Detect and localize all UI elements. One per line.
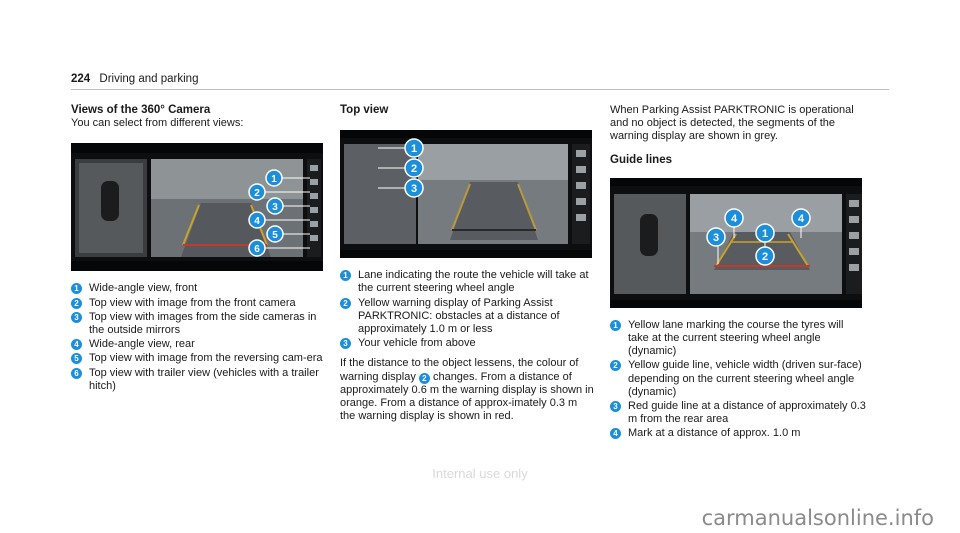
column-views	[71, 104, 323, 394]
list-item: 1 Wide-angle view, front	[71, 282, 323, 295]
header-divider	[71, 89, 889, 90]
list-item: 1 Lane indicating the route the vehicle will take at the current steering wheel angle	[340, 269, 594, 295]
page-number: 224	[71, 73, 91, 85]
list-item: 4 Mark at a distance of approx. 1.0 m	[610, 427, 866, 440]
callout-1: 1	[410, 143, 418, 156]
list-item: 3 Top view with images from the side cameras in the outside mirrors	[71, 311, 323, 337]
list-item: 3 Red guide line at a distance of approximately 0.3 m from the rear area	[610, 400, 866, 426]
list-item: 6 Top view with trailer view (vehicles with a trailer hitch)	[71, 367, 323, 393]
callout-2: 2	[254, 188, 260, 200]
guide-lines-heading: Guide lines	[610, 153, 672, 166]
callout-2: 2	[410, 163, 418, 176]
guide-lines-image	[610, 178, 862, 308]
top-view-illustration	[340, 130, 592, 258]
list-item: 2 Top view with image from the front camera	[71, 297, 323, 310]
callout-1: 1	[271, 174, 277, 186]
parktronic-paragraph: When Parking Assist PARKTRONIC is operational and no object is detected, the segments of the warning display are shown in grey.	[610, 104, 854, 143]
guide-lines-illustration	[610, 178, 862, 308]
callout-4: 4	[254, 216, 260, 228]
top-view-image	[340, 130, 592, 258]
list-item: 1 Yellow lane marking the course the tyres will take at the current steering wheel angle (dynamic)	[610, 319, 866, 359]
callout-6: 6	[254, 244, 260, 256]
camera-views-image	[71, 143, 323, 271]
callout-3: 3	[410, 183, 418, 196]
top-view-heading: Top view	[340, 104, 389, 116]
views-intro: You can select from different views:	[71, 117, 244, 130]
distance-paragraph: If the distance to the object lessens, the colour of warning display 2 changes. From a distance of approximately 0.6 m the warning display is shown in orange. From a distance of approx-imately 0.3 m the warning display is shown in red.	[340, 357, 594, 423]
column-top-view	[340, 104, 594, 423]
callout-3: 3	[272, 202, 278, 214]
site-footer: carmanualsonline.info	[701, 506, 934, 530]
list-item: 3 Your vehicle from above	[340, 337, 594, 350]
views-heading: Views of the 360° Camera	[71, 104, 211, 116]
list-item: 2 Yellow warning display of Parking Assist PARKTRONIC: obstacles at a distance of approximately 1.0 m or less	[340, 297, 594, 337]
list-item: 5 Top view with image from the reversing cam-era	[71, 352, 323, 365]
callout-2: 2	[761, 250, 769, 263]
top-view-list	[340, 269, 594, 350]
callout-4-right: 4	[797, 212, 805, 225]
guide-lines-list	[610, 319, 866, 441]
internal-use-watermark: Internal use only	[432, 466, 528, 481]
callout-4-left: 4	[730, 212, 738, 225]
callout-3: 3	[712, 231, 720, 244]
list-item: 4 Wide-angle view, rear	[71, 338, 323, 351]
callout-5: 5	[272, 230, 278, 242]
inline-callout-2: 2	[419, 373, 430, 384]
section-title: Driving and parking	[99, 73, 199, 85]
camera-views-illustration	[71, 143, 323, 271]
views-list	[71, 282, 323, 393]
list-item: 2 Yellow guide line, vehicle width (driven sur-face) depending on the current steering wheel angle (dynamic)	[610, 359, 866, 399]
column-guide-lines	[610, 104, 866, 442]
callout-1: 1	[761, 227, 769, 240]
page-header	[71, 73, 198, 85]
